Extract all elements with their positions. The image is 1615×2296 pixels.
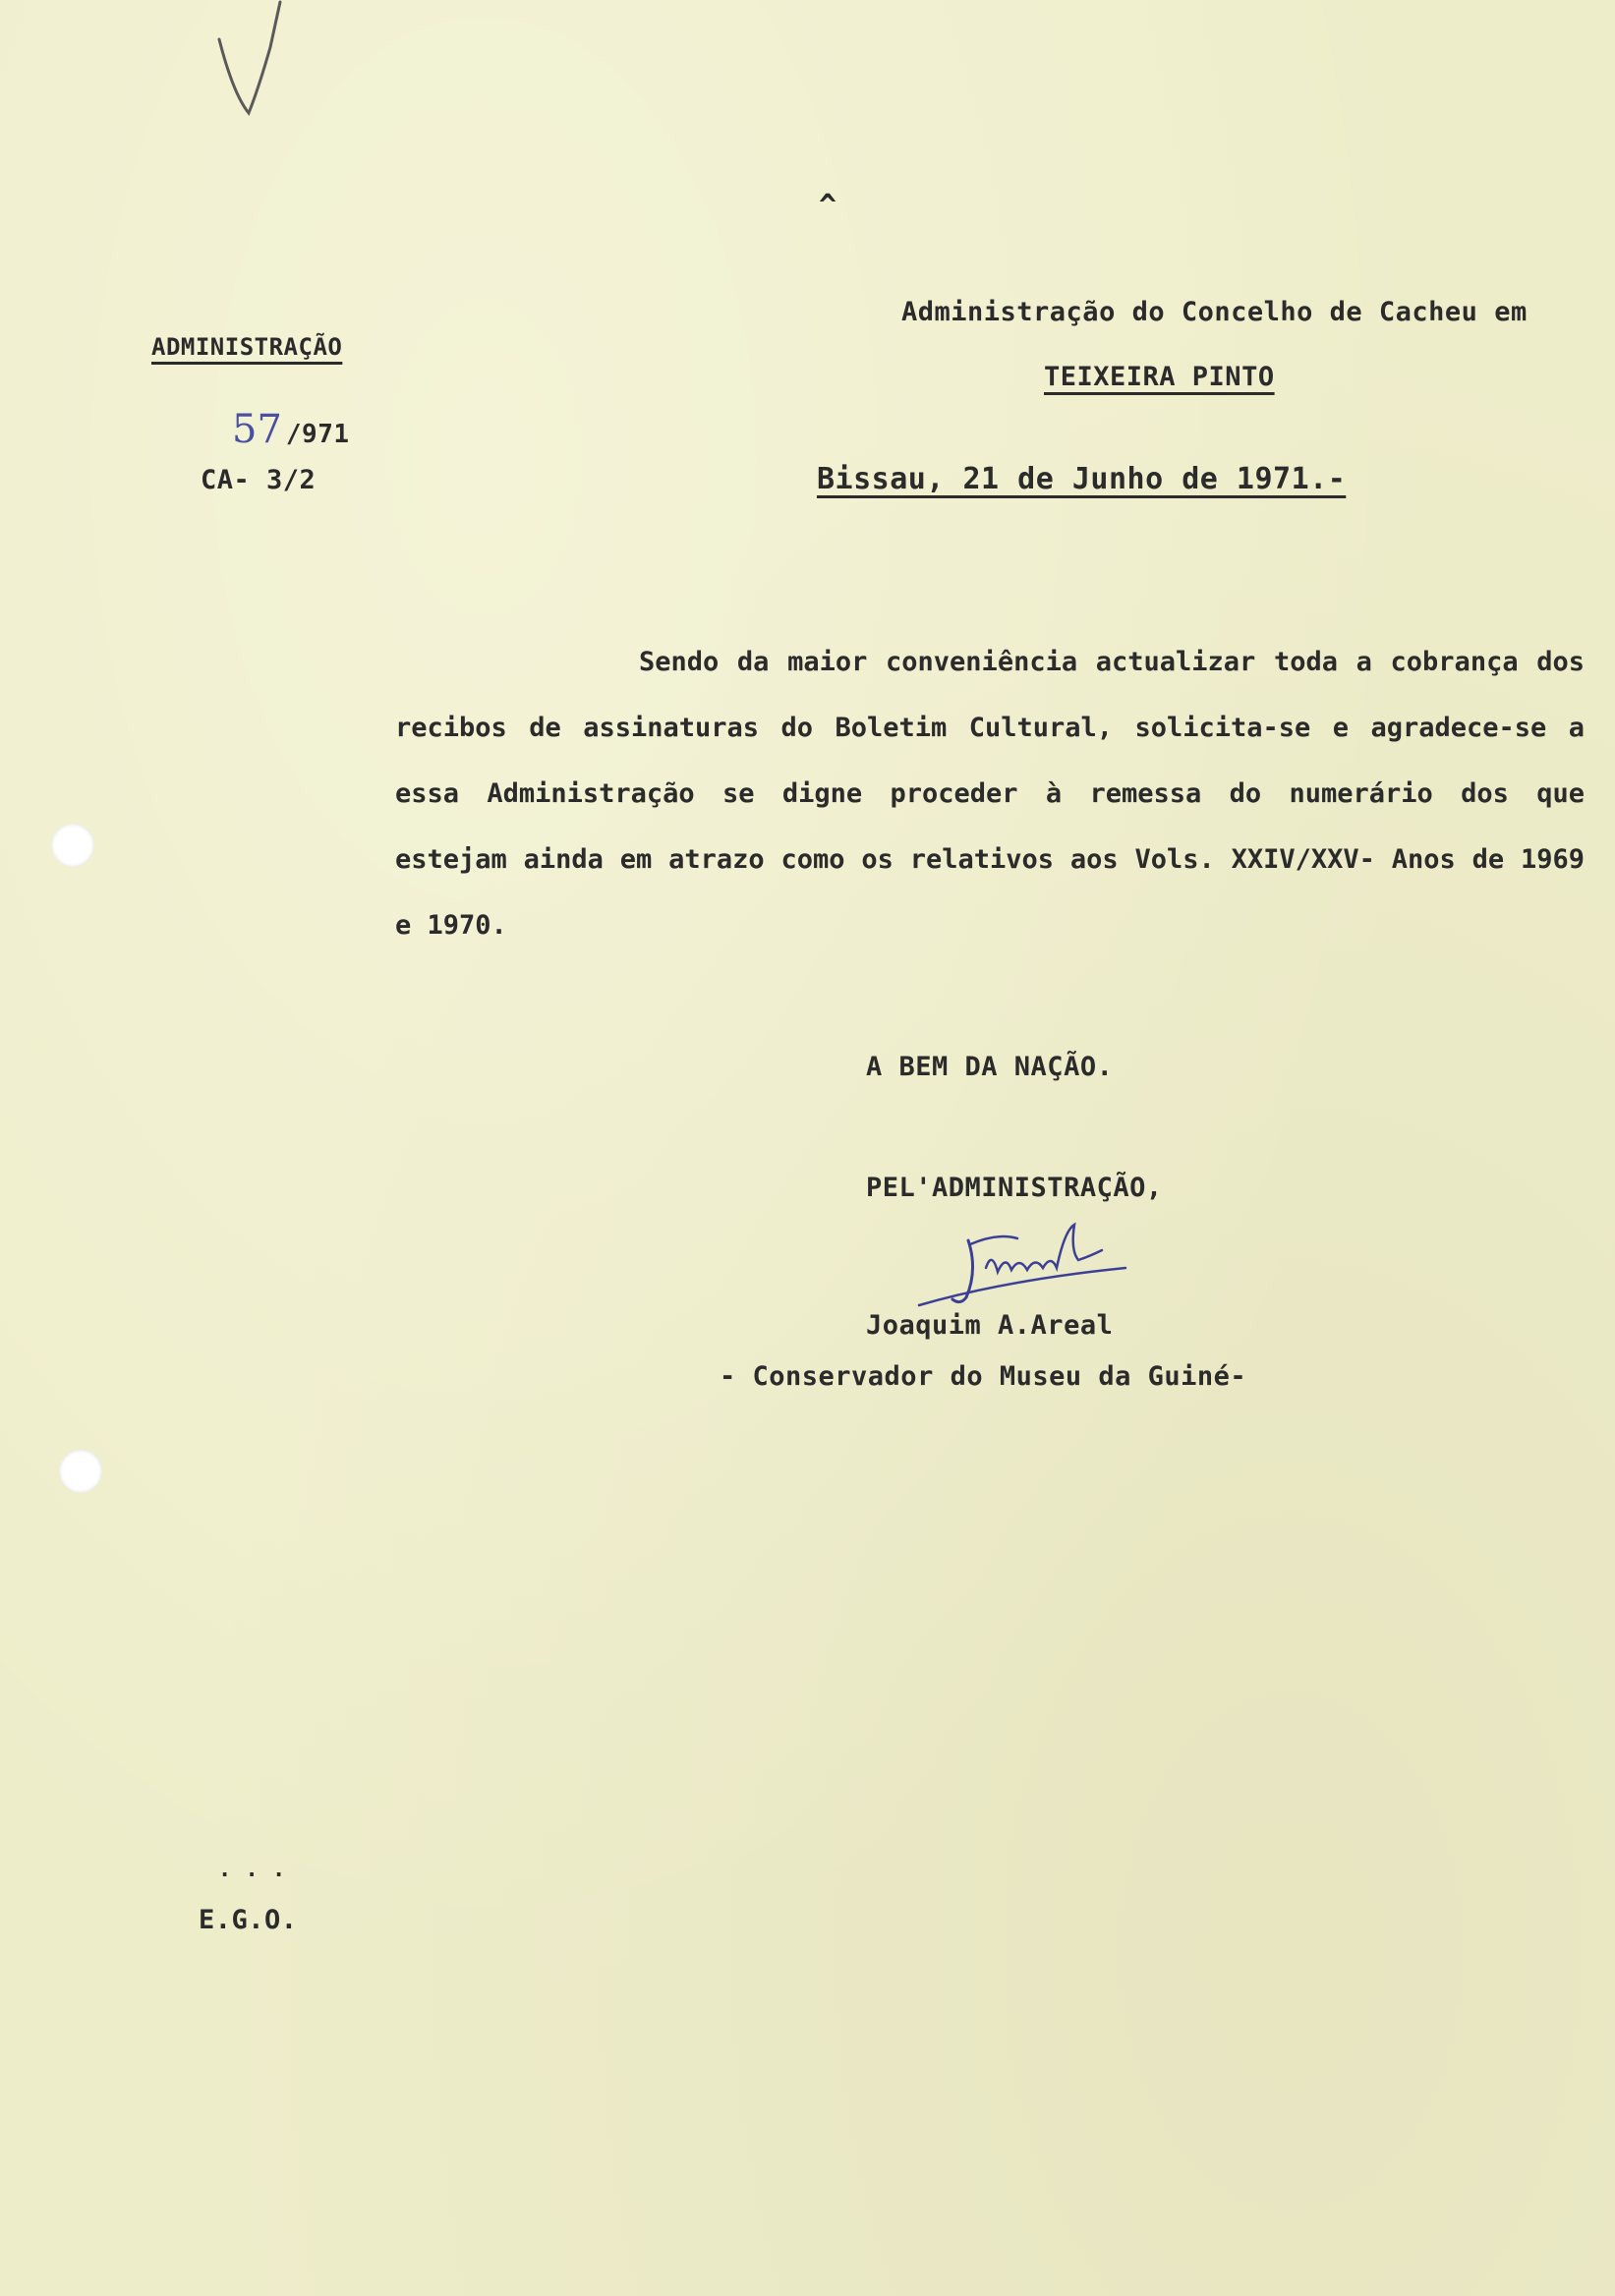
caret-mark: ^ [819,189,837,223]
signatory-title: - Conservador do Museu da Guiné- [720,1361,1247,1392]
sender-label: ADMINISTRAÇÃO [151,333,343,361]
punch-hole-top [51,824,94,867]
body-paragraph: Sendo da maior conveniência actualizar toda a cobrança dos recibos de assinaturas do Boletim Cultural, solicita-se e agradece-se a essa Administração se digne proceder à remessa do numerário dos que estejam ainda em atrazo como os relativos aos Vols. XXIV/XXV- Anos de 1969 e 1970. [395,647,1585,941]
recipient-line-1: Administração do Concelho de Cacheu em [901,297,1528,327]
signatory-name: Joaquim A.Areal [866,1310,1114,1341]
file-code: CA- 3/2 [201,465,317,495]
on-behalf-line: PEL'ADMINISTRAÇÃO, [866,1173,1163,1203]
registration-number [232,407,350,452]
initials-dots: . . . [218,1858,286,1882]
date-line: Bissau, 21 de Junho de 1971.- [817,462,1347,496]
typist-initials: E.G.O. [199,1905,298,1935]
salutation: A BEM DA NAÇÃO. [866,1052,1114,1082]
registration-number-handwritten: 57 [232,407,282,452]
signature-image [909,1211,1135,1323]
registration-number-typed: /971 [285,420,350,449]
punch-hole-bottom [59,1450,102,1493]
recipient-line-2: TEIXEIRA PINTO [1044,362,1275,392]
check-mark-icon [211,0,290,132]
